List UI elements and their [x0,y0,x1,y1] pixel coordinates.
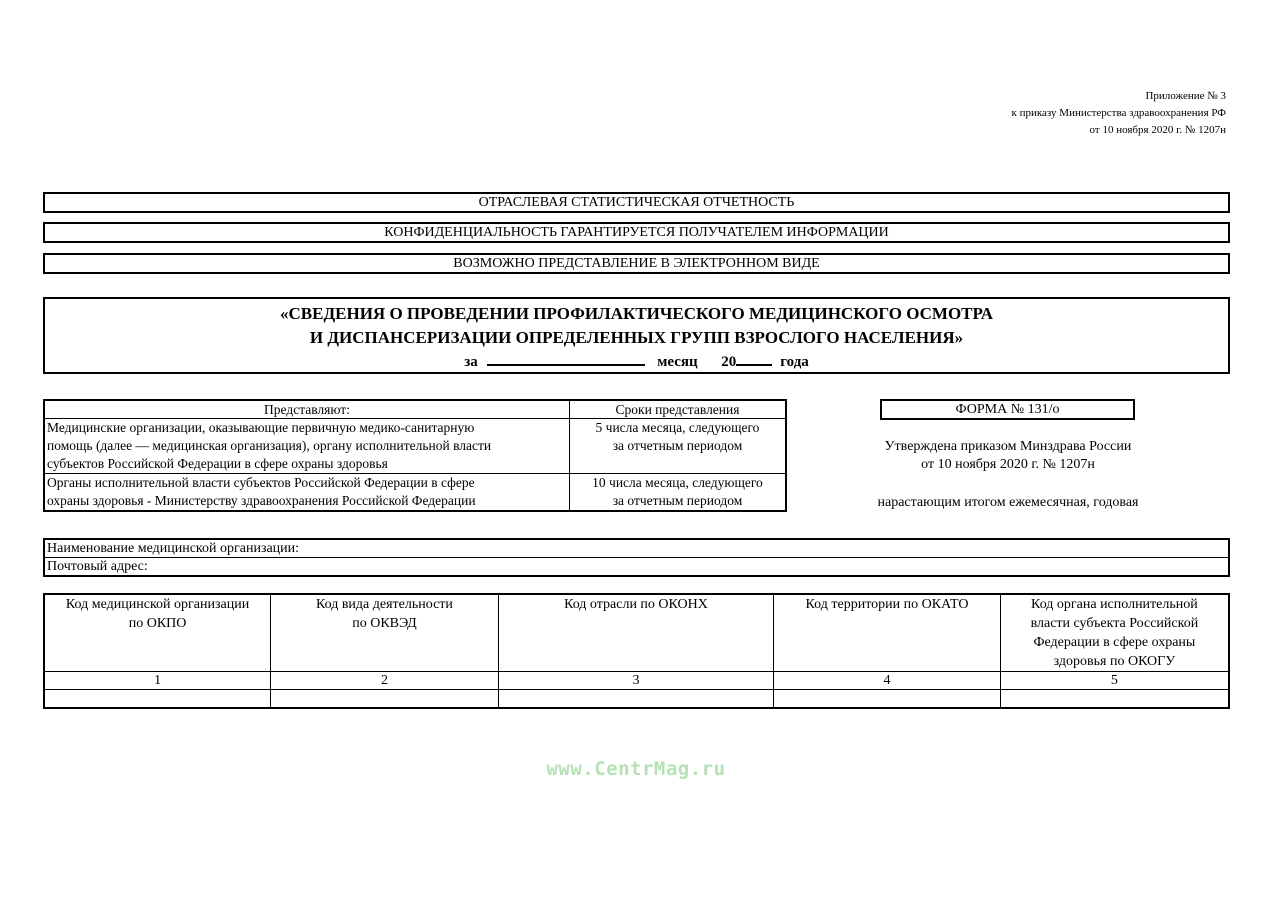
month-blank-field[interactable] [487,350,645,366]
year-suffix: года [780,354,809,370]
header-text: Код территории по ОКАТО [805,597,969,612]
classification-codes-table [43,593,1230,709]
confidentiality-banner: КОНФИДЕНЦИАЛЬНОСТЬ ГАРАНТИРУЕТСЯ ПОЛУЧАТЕЛЕМ ИНФОРМАЦИИ [43,222,1230,243]
year-blank-field[interactable] [736,350,772,366]
okato-code-field[interactable] [774,690,1001,709]
header-text: Код отрасли по ОКОНХ [564,597,708,612]
column-number: 5 [1000,672,1229,690]
header-text: по ОКВЭД [352,616,417,631]
okonh-code-field[interactable] [498,690,773,709]
form-approval-note [858,438,1158,474]
submission-row [44,474,786,512]
organization-name-field[interactable]: Наименование медицинской организации: [44,539,1229,558]
approval-line: Утверждена приказом Минздрава России [884,439,1132,454]
header-text: Код медицинской организации [65,597,250,612]
postal-address-field[interactable]: Почтовый адрес: [44,558,1229,577]
appendix-line: от 10 ноября 2020 г. № 1207н [1089,124,1226,136]
form-number-box: ФОРМА № 131/о [880,399,1135,420]
appendix-line: Приложение № 3 [1145,90,1226,102]
period-prefix: за [464,354,478,370]
codes-header-row [44,594,1229,672]
report-title-line: «СВЕДЕНИЯ О ПРОВЕДЕНИИ ПРОФИЛАКТИЧЕСКОГО МЕДИЦИНСКОГО ОСМОТРА [279,304,994,323]
submitter-cell [44,474,569,512]
month-label: месяц [657,354,698,370]
reporting-frequency: нарастающим итогом ежемесячная, годовая [877,495,1139,510]
submitter-text: охраны здоровья - Министерству здравоохранения Российской Федерации [47,493,476,508]
code-values-row [44,690,1229,709]
deadline-text: 10 числа месяца, следующего [592,475,763,490]
submitter-text: помощь (далее — медицинская организация), органу исполнительной власти [47,438,492,453]
column-number: 2 [271,672,499,690]
deadline-text: за отчетным периодом [612,438,743,453]
okogu-code-header [1000,594,1229,672]
header-text: здоровья по ОКОГУ [1053,654,1176,669]
header-text: власти субъекта Российской [1030,616,1199,631]
submission-header-row [44,400,786,419]
electronic-submission-banner: ВОЗМОЖНО ПРЕДСТАВЛЕНИЕ В ЭЛЕКТРОННОМ ВИДЕ [43,253,1230,274]
header-text: Код вида деятельности [315,597,453,612]
submitters-header: Представляют: [44,400,569,419]
header-text: Код органа исполнительной [1031,597,1198,612]
year-prefix: 20 [721,354,737,370]
column-number: 4 [774,672,1001,690]
okogu-code-field[interactable] [1000,690,1229,709]
okpo-code-header [44,594,271,672]
report-title-box [43,297,1230,374]
okved-code-field[interactable] [271,690,499,709]
watermark: www.CentrMag.ru [546,758,726,780]
deadline-cell [569,474,786,512]
okved-code-header [271,594,499,672]
reporting-period [45,350,1228,373]
deadline-text: 5 числа месяца, следующего [595,420,760,435]
approval-line: от 10 ноября 2020 г. № 1207н [921,457,1095,472]
column-number-row [44,672,1229,690]
column-number: 1 [44,672,271,690]
okpo-code-field[interactable] [44,690,271,709]
report-title-line: И ДИСПАНСЕРИЗАЦИИ ОПРЕДЕЛЕННЫХ ГРУПП ВЗРОСЛОГО НАСЕЛЕНИЯ» [309,328,964,347]
submission-row [44,419,786,474]
submitter-text: Органы исполнительной власти субъектов Российской Федерации в сфере [47,475,475,490]
okato-code-header [774,594,1001,672]
submitter-text: Медицинские организации, оказывающие первичную медико-санитарную [47,420,475,435]
appendix-note [1012,88,1227,139]
header-text: по ОКПО [128,616,187,631]
submitter-text: субъектов Российской Федерации в сфере охраны здоровья [47,456,388,471]
header-text: Федерации в сфере охраны [1033,635,1196,650]
deadline-text: за отчетным периодом [612,493,743,508]
submitter-cell [44,419,569,474]
deadlines-header: Сроки представления [569,400,786,419]
organization-info-table [43,538,1230,577]
statistical-reporting-banner: ОТРАСЛЕВАЯ СТАТИСТИЧЕСКАЯ ОТЧЕТНОСТЬ [43,192,1230,213]
deadline-cell [569,419,786,474]
column-number: 3 [498,672,773,690]
submission-table [43,399,787,512]
okonh-code-header [498,594,773,672]
appendix-line: к приказу Министерства здравоохранения РФ [1011,107,1226,119]
